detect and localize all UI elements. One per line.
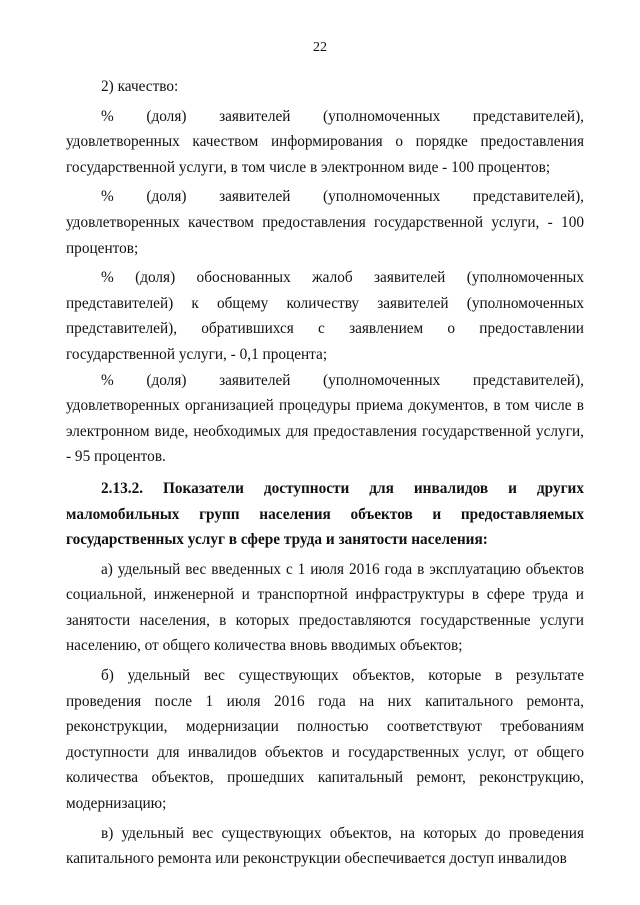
paragraph-service-satisfaction: % (доля) заявителей (уполномоченных представителей), удовлетворенных качеством предоставления государственной услуги, - 100 процентов; [66, 188, 584, 257]
paragraph-item-a: а) удельный вес введенных с 1 июля 2016 года в эксплуатацию объектов социальной, инженерной и транспортной инфраструктуры в сфере труда и занятости населения, в которых предоставляются государственные услуги населению, от общего количества вновь вводимых объектов; [66, 560, 584, 655]
paragraph-item-c: в) удельный вес существующих объектов, на которых до проведения капитального ремонта или реконструкции обеспечивается доступ инвалидов [66, 824, 584, 868]
paragraph-document-reception-satisfaction: % (доля) заявителей (уполномоченных представителей), удовлетворенных организацией процедуры приема документов, в том числе в электронном виде, необходимых для предоставления государственной услуги, - 95 процентов. [66, 371, 584, 466]
page-number: 22 [313, 40, 327, 55]
section-heading-2-13-2: 2.13.2. Показатели доступности для инвалидов и других маломобильных групп населения объектов и предоставляемых государственных услуг в сфере труда и занятости населения: [66, 479, 584, 549]
paragraph-item-b: б) удельный вес существующих объектов, которые в результате проведения после 1 июля 2016 года на них капитального ремонта, реконструкции, модернизации полностью соответствуют требованиям доступности для инвалидов объектов и государственных услуг, от общего количества объектов, прошедших капитальный ремонт, реконструкцию, модернизацию; [66, 667, 584, 813]
paragraph-complaints-share: % (доля) обоснованных жалоб заявителей (уполномоченных представителей) к общему количеству заявителей (уполномоченных представителей), обратившихся с заявлением о предоставлении государственной услуги, - 0,1 процента; [66, 269, 584, 363]
document-body [66, 74, 584, 872]
paragraph-quality-heading: 2) качество: [101, 78, 179, 95]
paragraph-informing-satisfaction: % (доля) заявителей (уполномоченных представителей), удовлетворенных качеством информирования о порядке предоставления государственной услуги, в том числе в электронном виде - 100 процентов; [66, 107, 584, 176]
